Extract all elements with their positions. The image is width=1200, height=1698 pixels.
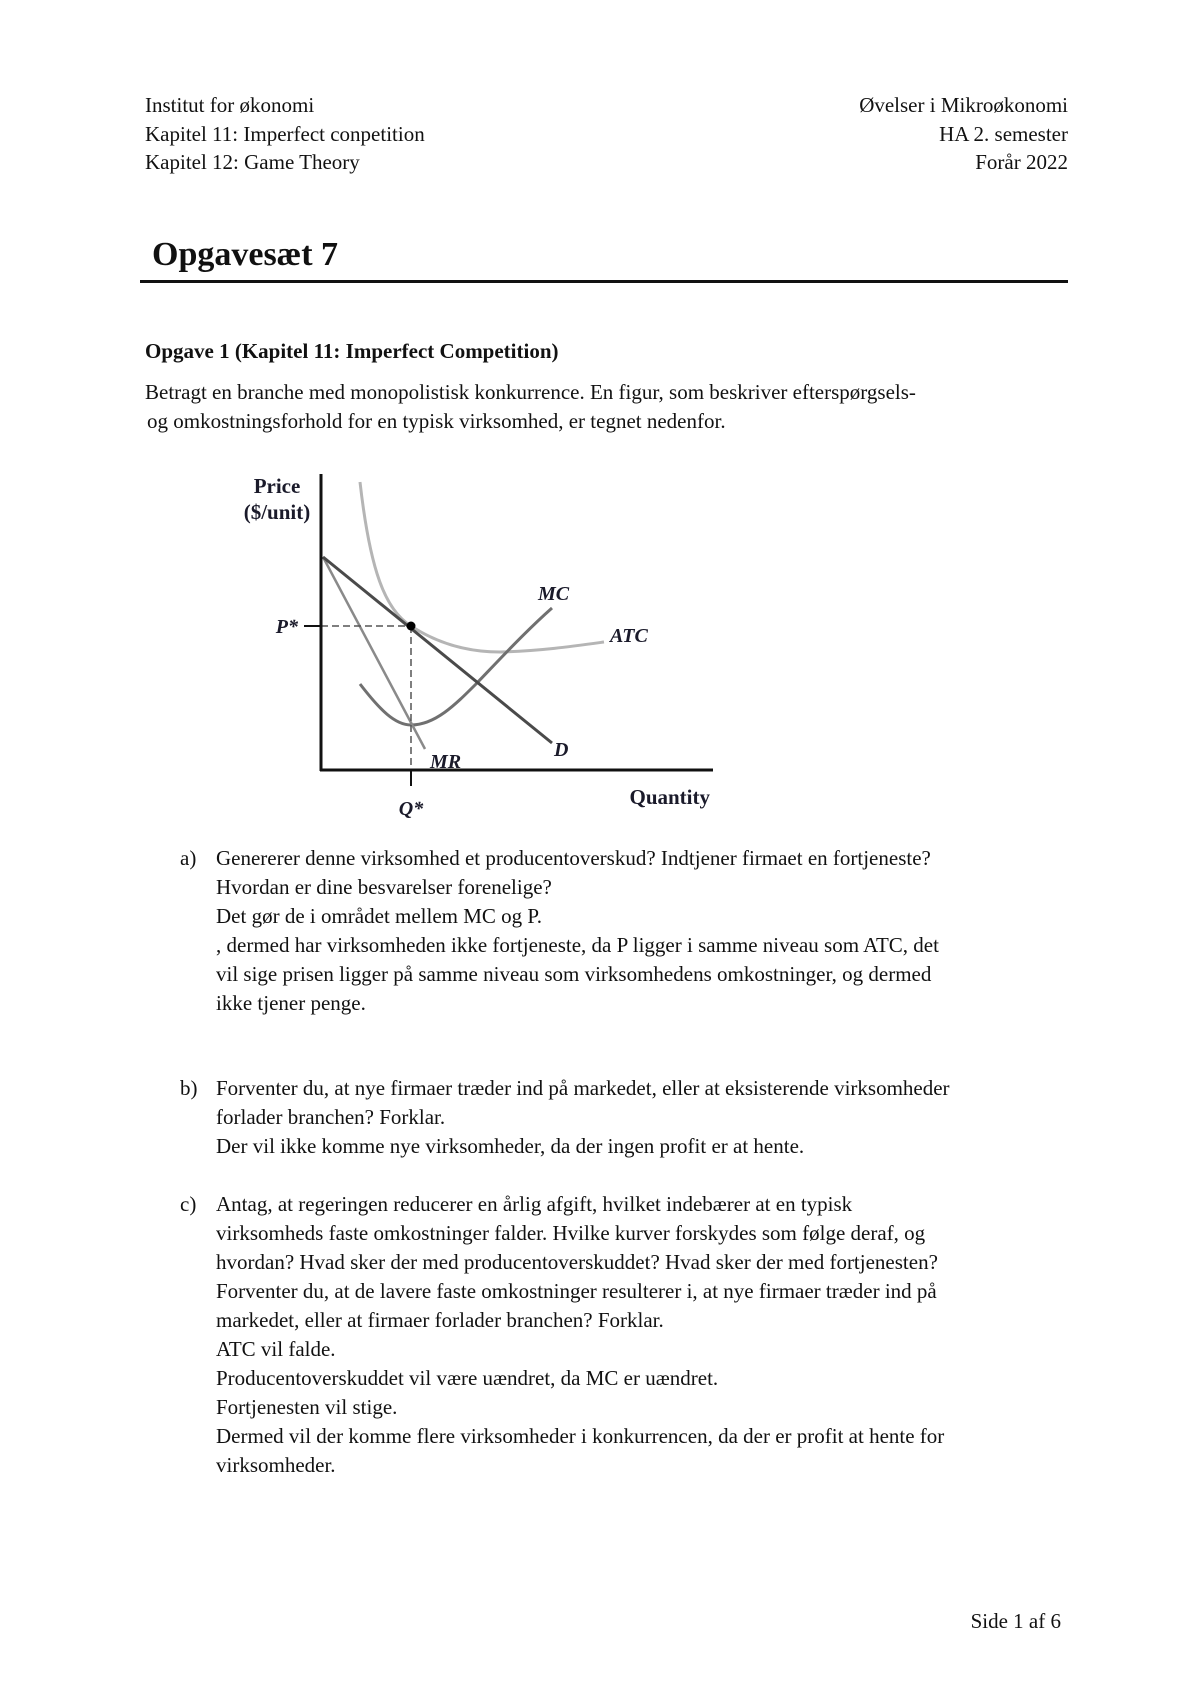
mc-label: MC [538, 583, 570, 605]
atc-label: ATC [610, 625, 648, 647]
answer-line: Fortjenesten vil stige. [216, 1395, 398, 1419]
question-line: Hvordan er dine besvarelser forenelige? [216, 875, 552, 899]
answer-line: vil sige prisen ligger på samme niveau som virksomhedens omkostninger, og dermed [216, 962, 932, 986]
header-chapter-12: Kapitel 12: Game Theory [145, 150, 360, 174]
question-line: forlader branchen? Forklar. [216, 1105, 446, 1129]
header-chapter-11: Kapitel 11: Imperfect conpetition [145, 121, 425, 146]
mr-label: MR [430, 751, 462, 773]
d-label: D [554, 739, 569, 761]
header-course: Øvelser i Mikroøkonomi [859, 93, 1068, 117]
intro-line: Betragt en branche med monopolistisk konkurrence. En figur, som beskriver efterspørgsels- [145, 380, 916, 404]
task-heading: Opgave 1 (Kapitel 11: Imperfect Competition) [145, 339, 559, 363]
header-left [145, 91, 425, 177]
answer-line: Producentoverskuddet vil være uændret, da MC er uændret. [216, 1366, 719, 1390]
title-divider [140, 280, 1068, 283]
question-line: Antag, at regeringen reducerer en årlig afgift, hvilket indebærer at en typisk [216, 1192, 853, 1216]
header-term: Forår 2022 [975, 150, 1068, 174]
mr-curve [323, 557, 425, 749]
answer-line: , dermed har virksomheden ikke fortjeneste, da P ligger i samme niveau som ATC, det [216, 933, 939, 957]
x-axis-label: Quantity [629, 785, 710, 809]
page-number: Side 1 af 6 [970, 1609, 1061, 1633]
question-line: hvordan? Hvad sker der med producentoverskuddet? Hvad sker der med fortjenesten? [216, 1250, 938, 1274]
header-institute: Institut for økonomi [145, 93, 315, 117]
question-label: b) [180, 1076, 198, 1100]
equilibrium-point [407, 622, 416, 631]
question-line: markedet, eller at firmaer forlader branchen? Forklar. [216, 1308, 664, 1332]
y-axis-label-price: Price [253, 474, 301, 498]
atc-curve [360, 482, 604, 652]
monopolistic-competition-figure [180, 460, 740, 820]
task-intro [145, 378, 916, 436]
q-star-label: Q* [398, 798, 424, 820]
question-label: c) [180, 1192, 197, 1216]
y-axis-label-unit: ($/unit) [243, 500, 311, 524]
header-semester: HA 2. semester [939, 121, 1068, 146]
question-line: virksomheds faste omkostninger falder. Hvilke kurver forskydes som følge deraf, og [216, 1221, 926, 1245]
question-line: Genererer denne virksomhed et producentoverskud? Indtjener firmaet en fortjeneste? [216, 846, 931, 870]
p-star-label: P* [275, 616, 298, 638]
answer-line: virksomheder. [216, 1453, 336, 1477]
header-right [859, 91, 1068, 177]
question-line: Forventer du, at de lavere faste omkostninger resulterer i, at nye firmaer træder ind på [216, 1279, 937, 1303]
answer-line: Der vil ikke komme nye virksomheder, da der ingen profit er at hente. [216, 1134, 805, 1158]
question-label: a) [180, 846, 197, 870]
page-title: Opgavesæt 7 [152, 236, 339, 273]
answer-line: Det gør de i området mellem MC og P. [216, 904, 543, 928]
answer-line: ATC vil falde. [216, 1337, 336, 1361]
intro-line: og omkostningsforhold for en typisk virksomhed, er tegnet nedenfor. [147, 409, 726, 433]
answer-line: Dermed vil der komme flere virksomheder i konkurrencen, da der er profit at hente for [216, 1424, 945, 1448]
question-line: Forventer du, at nye firmaer træder ind på markedet, eller at eksisterende virksomheder [216, 1076, 950, 1100]
answer-line: ikke tjener penge. [216, 991, 366, 1015]
